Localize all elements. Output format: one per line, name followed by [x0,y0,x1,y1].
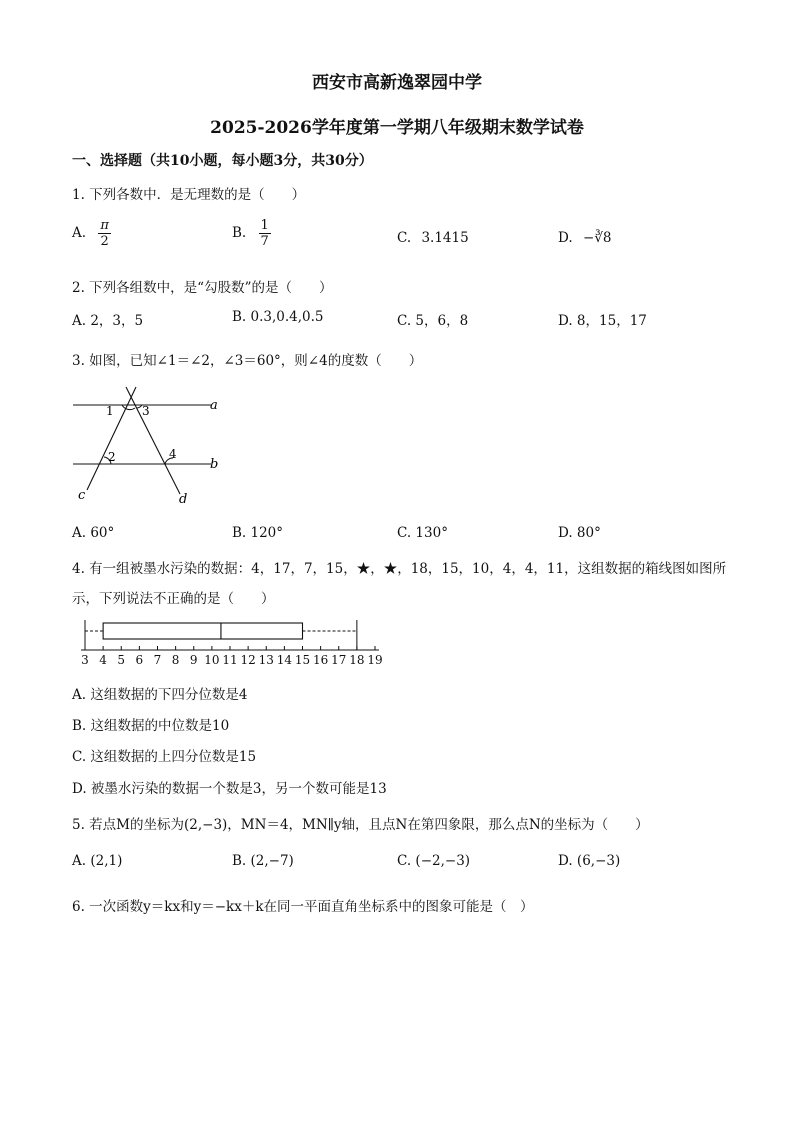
q2-option-b: B. 0.3,0.4,0.5 [232,309,324,325]
q5-option-b: B. (2,−7) [232,853,294,869]
boxplot-tick-label: 10 [204,653,220,667]
q1-option-a-numerator: π [100,218,109,233]
boxplot-tick-label: 5 [117,653,126,667]
q1-option-d-value: −∛8 [582,230,612,246]
q3-option-d: D. 80° [558,525,601,541]
q1-option-c [397,230,469,246]
q4-option-b: B. 这组数据的中位数是10 [72,718,230,734]
boxplot-tick-label: 16 [312,653,329,667]
q1-option-c-label: C. [397,230,412,246]
q1-option-a-label: A. [72,225,87,241]
q1-option-b-label: B. [232,225,247,241]
boxplot-tick-label: 7 [153,653,162,667]
q3-option-a: A. 60° [72,525,115,541]
q5-option-c: C. (−2,−3) [397,853,471,869]
q5-option-a: A. (2,1) [72,853,123,869]
boxplot-marks [81,620,383,667]
line-d [126,387,180,494]
q5-option-d: D. (6,−3) [558,853,621,869]
boxplot-tick-label: 6 [135,653,144,667]
question-1-stem: 1. 下列各数中．是无理数的是（ ） [72,187,306,203]
school-title: 西安市高新逸翠园中学 [312,73,482,93]
q1-option-a-fraction [98,218,111,249]
boxplot-tick-label: 12 [240,653,256,667]
q4-option-c: C. 这组数据的上四分位数是15 [72,749,257,765]
boxplot-tick-label: 15 [294,653,311,667]
boxplot-tick-label: 3 [81,653,89,667]
q1-option-b-fraction [259,218,271,249]
line-c [87,387,136,490]
q1-option-a [72,218,111,249]
label-angle-3: 3 [142,404,150,418]
boxplot-tick-label: 18 [349,653,365,667]
q1-option-b [232,218,271,249]
q1-option-b-denominator: 7 [260,234,269,249]
q4-option-a: A. 这组数据的下四分位数是4 [72,687,248,703]
label-angle-1: 1 [106,404,114,418]
label-line-d: d [179,492,188,507]
question-2-stem: 2. 下列各组数中，是“勾股数”的是（ ） [72,280,333,296]
q2-option-c: C. 5，6，8 [397,313,469,329]
section-heading: 一、选择题（共10小题，每小题3分，共30分） [72,153,373,169]
angle-1-arc [122,405,135,410]
question-3-stem: 3. 如图，已知∠1＝∠2，∠3＝60°，则∠4的度数（ ） [72,353,423,369]
boxplot-tick-label: 9 [189,653,198,667]
boxplot-tick-label: 17 [331,653,347,667]
label-line-c: c [78,488,86,503]
q2-option-d: D. 8，15，17 [558,313,647,329]
label-angle-2: 2 [108,450,116,464]
boxplot-box [103,623,302,639]
boxplot-tick-label: 11 [222,653,238,667]
exam-title: 2025-2026学年度第一学期八年级期末数学试卷 [210,118,584,138]
q4-option-d: D. 被墨水污染的数据一个数是3，另一个数可能是13 [72,781,387,797]
q3-figure [65,382,235,512]
question-4-stem-line-2: 示，下列说法不正确的是（ ） [72,591,275,607]
q1-option-d-label: D. [558,230,573,246]
label-angle-4: 4 [169,447,177,461]
q1-option-c-value: 3.1415 [421,230,469,246]
boxplot-tick-label: 8 [171,653,180,667]
boxplot-tick-label: 14 [276,653,293,667]
q1-option-d [558,230,611,246]
boxplot-tick-label: 13 [258,653,274,667]
q3-option-b: B. 120° [232,525,284,541]
question-4-stem-line-1: 4. 有一组被墨水污染的数据：4，17，7，15，★，★，18，15，10，4，4，11，这组数据的箱线图如图所 [72,561,727,577]
q3-option-c: C. 130° [397,525,448,541]
question-6-stem: 6. 一次函数y＝kx和y＝−kx＋k在同一平面直角坐标系中的图象可能是（ ） [72,899,534,915]
question-5-stem: 5. 若点M的坐标为(2,−3)，MN＝4，MN∥y轴，且点N在第四象限，那么点N的坐标为（ ） [72,817,649,833]
label-line-b: b [210,457,219,472]
boxplot-tick-label: 19 [367,653,383,667]
q2-option-a: A. 2，3，5 [72,313,144,329]
label-line-a: a [210,398,218,413]
q1-option-b-numerator: 1 [260,218,269,233]
q1-option-a-denominator: 2 [100,234,109,249]
q4-boxplot [70,614,390,670]
boxplot-tick-label: 4 [99,653,107,667]
